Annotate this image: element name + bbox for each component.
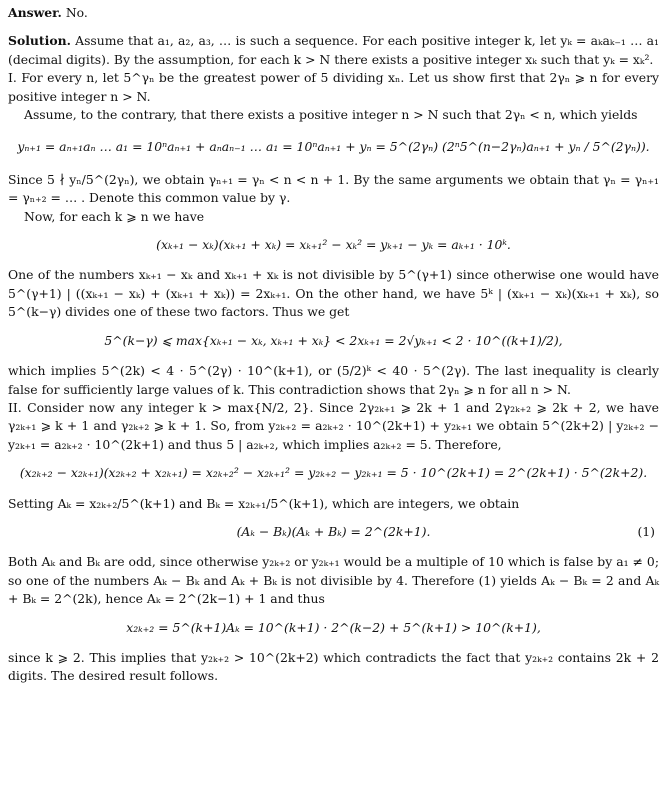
solution-intro xyxy=(8,32,659,69)
part1-paragraph-3: Since 5 ∤ yₙ/5^(2γₙ), we obtain γₙ₊₁ = γₙ < n < n + 1. By the same arguments we obtain that γₙ = γₙ₊₁ = γₙ₊₂ = … . Denote this common value by γ. xyxy=(8,171,659,206)
part1-paragraph-2: Assume, to the contrary, that there exists a positive integer n > N such that 2γₙ < n, which yields xyxy=(24,107,638,123)
answer-label: Answer. xyxy=(8,5,62,20)
equation-1-body: (Aₖ − Bₖ)(Aₖ + Bₖ) = 2^(2k+1). xyxy=(236,523,431,539)
equation-difference-of-squares: (xₖ₊₁ − xₖ)(xₖ₊₁ + xₖ) = xₖ₊₁² − xₖ² = yₖ₊₁ − yₖ = aₖ₊₁ · 10ᵏ. xyxy=(156,237,511,253)
part1-paragraph-5: One of the numbers xₖ₊₁ − xₖ and xₖ₊₁ + xₖ is not divisible by 5^(γ+1) since otherwise one would have 5^(γ+1) | ((xₖ₊₁ − xₖ) + (xₖ₊₁ + xₖ)) = 2xₖ₊₁. On the other hand, we have 5ᵏ | (xₖ₊₁ − xₖ)(xₖ₊₁ + xₖ), so 5^(k−γ) divides one of these two factors. Thus we get xyxy=(8,267,659,320)
answer-text: No. xyxy=(65,5,88,20)
answer-line xyxy=(8,4,659,22)
solution-intro-text: Assume that a₁, a₂, a₃, … is such a sequence. For each positive integer k, let yₖ = aₖaₖ₋₁ … a₁ (decimal digits). By the assumption, for each k > N there exists a positive integer xₖ such that yₖ = xₖ². xyxy=(8,33,659,67)
equation-y-expansion: yₙ₊₁ = aₙ₊₁aₙ … a₁ = 10ⁿaₙ₊₁ + aₙaₙ₋₁ … a₁ = 10ⁿaₙ₊₁ + yₙ = 5^(2γₙ) (2ⁿ5^(n−2γₙ)aₙ₊₁ + yₙ / 5^(2γₙ)). xyxy=(17,139,650,155)
part1-paragraph-4: Now, for each k ⩾ n we have xyxy=(24,208,205,224)
part2-paragraph-4: since k ⩾ 2. This implies that y₂ₖ₊₂ > 10^(2k+2) which contradicts the fact that y₂ₖ₊₂ contains 2k + 2 digits. The desired result follows. xyxy=(8,649,659,684)
equation-max-bound: 5^(k−γ) ⩽ max{xₖ₊₁ − xₖ, xₖ₊₁ + xₖ} < 2xₖ₊₁ = 2√yₖ₊₁ < 2 · 10^((k+1)/2), xyxy=(104,332,563,348)
equation-x2k-product: (x₂ₖ₊₂ − x₂ₖ₊₁)(x₂ₖ₊₂ + x₂ₖ₊₁) = x₂ₖ₊₂² − x₂ₖ₊₁² = y₂ₖ₊₂ − y₂ₖ₊₁ = 5 · 10^(2k+1) = 2^(2k+1) · 5^(2k+2). xyxy=(19,465,648,481)
equation-1-number: (1) xyxy=(637,523,655,539)
part2-paragraph-2: Setting Aₖ = x₂ₖ₊₂/5^(k+1) and Bₖ = x₂ₖ₊₁/5^(k+1), which are integers, we obtain xyxy=(8,495,520,511)
solution-label: Solution. xyxy=(8,33,71,49)
equation-x2k2-bound: x₂ₖ₊₂ = 5^(k+1)Aₖ = 10^(k+1) · 2^(k−2) + 5^(k+1) > 10^(k+1), xyxy=(126,619,541,635)
part2-paragraph-1: II. Consider now any integer k > max{N/2, 2}. Since 2γ₂ₖ₊₁ ⩾ 2k + 1 and 2γ₂ₖ₊₂ ⩾ 2k + 2, we have γ₂ₖ₊₁ ⩾ k + 1 and γ₂ₖ₊₂ ⩾ k + 1. So, from y₂ₖ₊₂ = a₂ₖ₊₂ · 10^(2k+1) + y₂ₖ₊₁ we obtain 5^(2k+2) | y₂ₖ₊₂ − y₂ₖ₊₁ = a₂ₖ₊₂ · 10^(2k+1) and thus 5 | a₂ₖ₊₂, which implies a₂ₖ₊₂ = 5. Therefore, xyxy=(8,399,659,452)
part2-paragraph-3: Both Aₖ and Bₖ are odd, since otherwise y₂ₖ₊₂ or y₂ₖ₊₁ would be a multiple of 10 which is false by a₁ ≠ 0; so one of the numbers Aₖ − Bₖ and Aₖ + Bₖ is not divisible by 4. Therefore (1) yields Aₖ − Bₖ = 2 and Aₖ + Bₖ = 2^(2k), hence Aₖ = 2^(2k−1) + 1 and thus xyxy=(8,554,659,607)
part1-paragraph-1: I. For every n, let 5^γₙ be the greatest power of 5 dividing xₙ. Let us show first that 2γₙ ⩾ n for every positive integer n > N. xyxy=(8,70,659,104)
part1-paragraph-6: which implies 5^(2k) < 4 · 5^(2γ) · 10^(k+1), or (5/2)ᵏ < 40 · 5^(2γ). The last inequality is clearly false for sufficiently large values of k. This contradiction shows that 2γₙ ⩾ n for all n > N. xyxy=(8,363,659,397)
equation-1 xyxy=(8,523,659,541)
